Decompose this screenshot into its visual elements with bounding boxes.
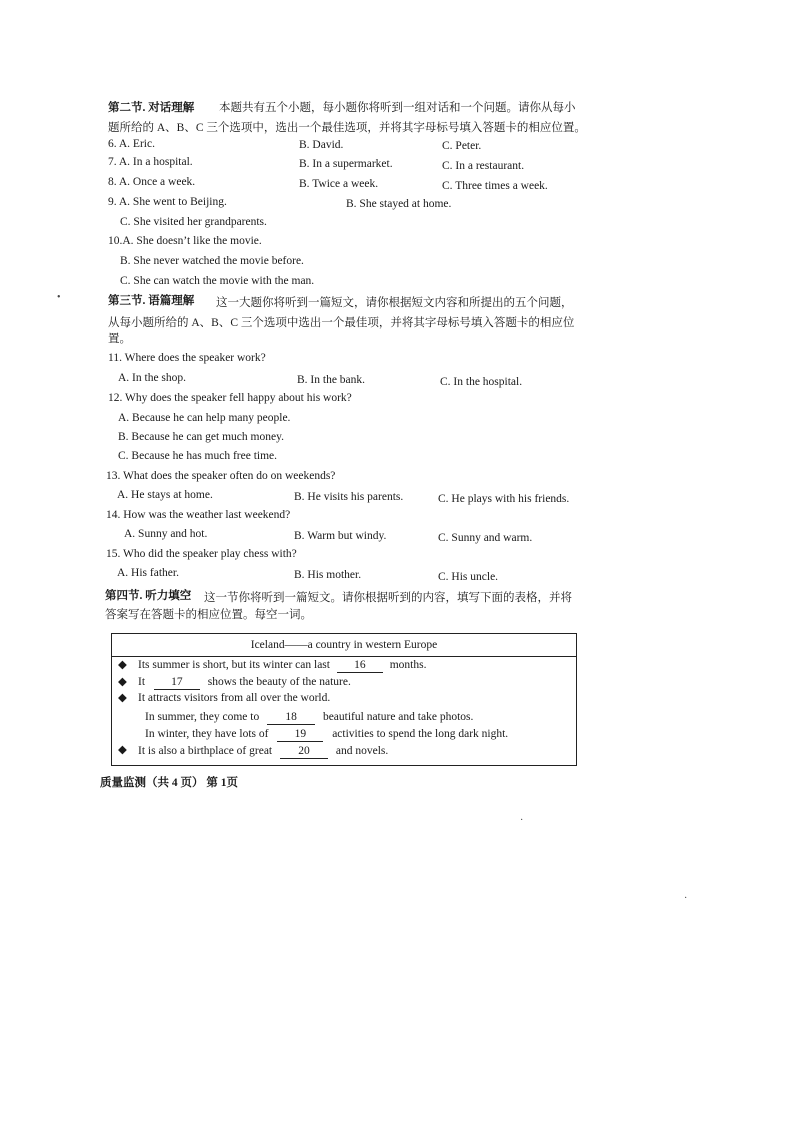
q7-option-c: C. In a restaurant. bbox=[442, 160, 525, 172]
q10-option-c: C. She can watch the movie with the man. bbox=[120, 275, 315, 287]
row6-text-before: It is also a birthplace of great bbox=[138, 745, 273, 757]
q9-option-b: B. She stayed at home. bbox=[346, 198, 452, 210]
bullet-2: ◆ bbox=[118, 676, 127, 688]
q12-option-c: C. Because he has much free time. bbox=[118, 450, 278, 462]
q13-option-b: B. He visits his parents. bbox=[294, 491, 404, 503]
table-row-3: It attracts visitors from all over the world. bbox=[138, 692, 331, 704]
row1-text-after: months. bbox=[389, 659, 427, 671]
q10-option-a: 10.A. She doesn’t like the movie. bbox=[108, 235, 262, 247]
q11-option-c: C. In the hospital. bbox=[440, 376, 523, 388]
table-row-6 bbox=[138, 744, 388, 759]
blank-20: 20 bbox=[280, 744, 328, 759]
section4-intro-line2: 答案写在答题卡的相应位置。每空一词。 bbox=[105, 609, 312, 621]
q7-option-a: 7. A. In a hospital. bbox=[108, 156, 193, 168]
blank-16: 16 bbox=[337, 658, 383, 673]
table-row-1 bbox=[138, 658, 426, 673]
blank-19: 19 bbox=[277, 727, 323, 742]
row2-text-before: It bbox=[138, 676, 146, 688]
q8-option-b: B. Twice a week. bbox=[299, 178, 379, 190]
speck: · bbox=[520, 815, 524, 826]
section3-intro-line2: 从每小题所给的 A、B、C 三个选项中选出一个最佳项，并将其字母标号填入答题卡的相应位 bbox=[108, 317, 575, 329]
q9-option-c: C. She visited her grandparents. bbox=[120, 216, 267, 228]
q8-option-c: C. Three times a week. bbox=[442, 180, 548, 192]
q6-option-c: C. Peter. bbox=[442, 140, 482, 152]
section4-heading: 第四节. 听力填空 bbox=[105, 590, 192, 602]
row1-text-before: Its summer is short, but its winter can last bbox=[138, 659, 330, 671]
table-row-4 bbox=[145, 710, 473, 725]
q13-option-a: A. He stays at home. bbox=[117, 489, 213, 501]
iceland-table-title: Iceland——a country in western Europe bbox=[250, 639, 438, 651]
q15-option-a: A. His father. bbox=[117, 567, 179, 579]
q12-option-a: A. Because he can help many people. bbox=[118, 412, 291, 424]
section3-intro-line1: 这一大题你将听到一篇短文，请你根据短文内容和所提出的五个问题， bbox=[216, 297, 573, 309]
q11-option-b: B. In the bank. bbox=[297, 374, 366, 386]
row4-text-before: In summer, they come to bbox=[145, 711, 260, 723]
blank-18: 18 bbox=[267, 710, 315, 725]
q14-option-c: C. Sunny and warm. bbox=[438, 532, 533, 544]
q11-option-a: A. In the shop. bbox=[118, 372, 187, 384]
blank-17: 17 bbox=[154, 675, 200, 690]
q7-option-b: B. In a supermarket. bbox=[299, 158, 393, 170]
q13-option-c: C. He plays with his friends. bbox=[438, 493, 570, 505]
q15-option-c: C. His uncle. bbox=[438, 571, 499, 583]
section4-intro-line1: 这一节你将听到一篇短文。请你根据听到的内容，填写下面的表格，并将 bbox=[204, 592, 572, 604]
section3-intro-line3: 置。 bbox=[108, 333, 131, 345]
row5-text-before: In winter, they have lots of bbox=[145, 728, 269, 740]
section2-heading: 第二节. 对话理解 bbox=[108, 102, 195, 114]
bullet-1: ◆ bbox=[118, 659, 127, 671]
iceland-table-header bbox=[112, 634, 576, 657]
row4-text-after: beautiful nature and take photos. bbox=[322, 711, 474, 723]
q14-option-b: B. Warm but windy. bbox=[294, 530, 387, 542]
speck: · bbox=[684, 893, 688, 904]
row6-text-after: and novels. bbox=[335, 745, 389, 757]
section2-intro-line2: 题所给的 A、B、C 三个选项中，选出一个最佳选项，并将其字母标号填入答题卡的相应位置。 bbox=[108, 122, 586, 134]
q14-question: 14. How was the weather last weekend? bbox=[106, 509, 291, 521]
q15-option-b: B. His mother. bbox=[294, 569, 362, 581]
q12-question: 12. Why does the speaker fell happy about his work? bbox=[108, 392, 352, 404]
page-footer: 质量监测（共 4 页） 第 1页 bbox=[100, 777, 238, 789]
speck: • bbox=[57, 292, 61, 303]
bullet-3: ◆ bbox=[118, 692, 127, 704]
q9-option-a: 9. A. She went to Beijing. bbox=[108, 196, 227, 208]
row2-text-after: shows the beauty of the nature. bbox=[207, 676, 351, 688]
section2-intro-line1: 本题共有五个小题，每小题你将听到一组对话和一个问题。请你从每小 bbox=[219, 102, 576, 114]
q12-option-b: B. Because he can get much money. bbox=[118, 431, 284, 443]
q6-option-b: B. David. bbox=[299, 139, 344, 151]
table-row-2 bbox=[138, 675, 351, 690]
q13-question: 13. What does the speaker often do on weekends? bbox=[106, 470, 336, 482]
q11-question: 11. Where does the speaker work? bbox=[108, 352, 266, 364]
q8-option-a: 8. A. Once a week. bbox=[108, 176, 196, 188]
bullet-4: ◆ bbox=[118, 744, 127, 756]
row5-text-after: activities to spend the long dark night. bbox=[332, 728, 509, 740]
q6-option-a: 6. A. Eric. bbox=[108, 138, 155, 150]
q14-option-a: A. Sunny and hot. bbox=[124, 528, 208, 540]
section3-heading: 第三节. 语篇理解 bbox=[108, 295, 195, 307]
table-row-5 bbox=[145, 727, 508, 742]
q10-option-b: B. She never watched the movie before. bbox=[120, 255, 304, 267]
q15-question: 15. Who did the speaker play chess with? bbox=[106, 548, 297, 560]
